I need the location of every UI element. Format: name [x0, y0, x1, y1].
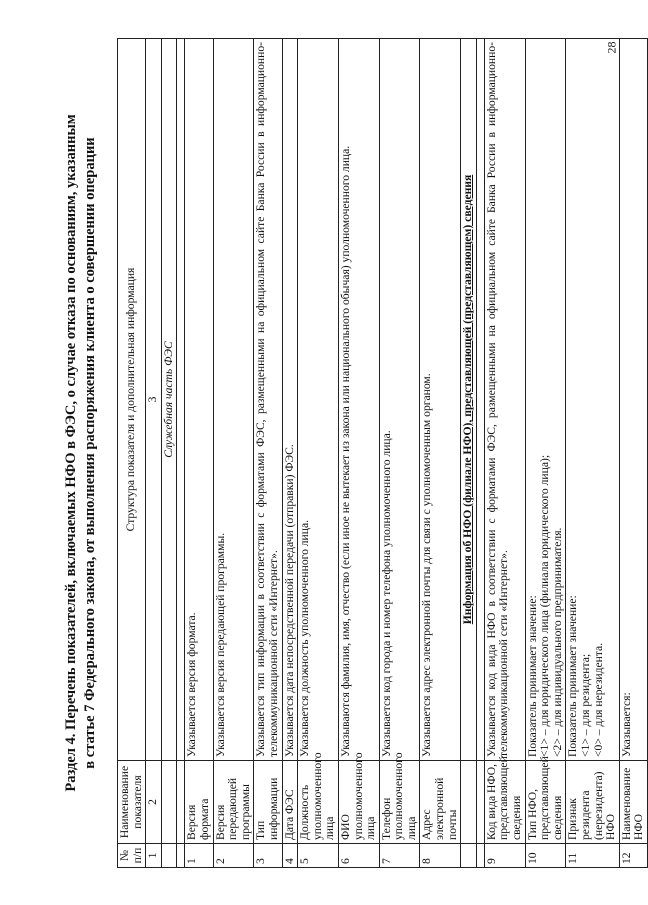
table-row — [213, 39, 254, 868]
row-number: 9 — [484, 844, 525, 868]
row-description: Указывается тип информации в соответствии с форматами ФЭС, размещенными на официальном сайте Банка России в информационно-телекоммуникационной сети «Интернет». — [254, 39, 282, 761]
page-number: 28 — [604, 41, 619, 54]
row-name: Тип НФО, представляющей сведения — [525, 761, 566, 844]
row-description: Указывается версия формата. — [185, 39, 213, 761]
row-name: Версия формата — [185, 761, 213, 844]
table-header-row — [118, 39, 146, 868]
table-row — [379, 39, 420, 868]
row-description: Указываются фамилия, имя, отчество (если иное не вытекает из закона или национального обычая) уполномоченного лица. — [338, 39, 379, 761]
row-number: 2 — [213, 844, 254, 868]
heading-line-1: Раздел 4. Перечень показателей, включаемых НФО в ФЭС, о случае отказа по основаниям, указанным — [63, 114, 79, 792]
row-description: Указывается адрес электронной почты для связи с уполномоченным органом. — [420, 39, 461, 761]
col-number-3: 3 — [146, 39, 162, 761]
row-description: Указывается дата непосредственной передачи (отправки) ФЭС. — [282, 39, 298, 761]
col-number-2: 2 — [146, 761, 162, 844]
table-row — [338, 39, 379, 868]
description-line: <2> – для индивидуального предпринимателя. — [550, 527, 564, 757]
row-number: 7 — [379, 844, 420, 868]
row-name: Код вида НФО, представляющей сведения — [484, 761, 525, 844]
row-description — [484, 39, 525, 761]
row-number: 4 — [282, 844, 298, 868]
row-description — [619, 39, 647, 761]
indicators-table — [117, 38, 648, 868]
table-row — [298, 39, 339, 868]
row-name: Телефон уполномоченного лица — [379, 761, 420, 844]
table-row — [282, 39, 298, 868]
row-number: 3 — [254, 844, 282, 868]
row-name: Версия передающей программы — [213, 761, 254, 844]
header-structure: Структура показателя и дополнительная информация — [118, 39, 146, 761]
row-number: 10 — [525, 844, 566, 868]
description-line: <1> – для резидента; — [579, 653, 592, 757]
row-description — [525, 39, 566, 761]
row-description — [566, 39, 619, 761]
section-row-service — [161, 39, 177, 868]
row-number: 5 — [298, 844, 339, 868]
row-description: Указывается версия передающей программы. — [213, 39, 254, 761]
header-name: Наименование показателя — [118, 761, 146, 844]
row-name: Признак резидента (нерезидента) НФО — [566, 761, 619, 844]
table-row — [484, 39, 525, 868]
table-row — [185, 39, 213, 868]
heading-line-2: в статье 7 Федерального закона, от выполнения распоряжения клиента о совершении операции — [82, 137, 98, 769]
row-name: Наименование НФО — [619, 761, 647, 844]
row-number: 8 — [420, 844, 461, 868]
row-number: 11 — [566, 844, 619, 868]
row-number: 6 — [338, 844, 379, 868]
description-line: Показатель принимает значение: — [566, 595, 580, 757]
column-number-row — [146, 39, 162, 868]
row-description: Указывается должность уполномоченного лица. — [298, 39, 339, 761]
row-description: Указывается код города и номер телефона уполномоченного лица. — [379, 39, 420, 761]
row-number: 1 — [185, 844, 213, 868]
section-row-nfo — [461, 39, 477, 868]
table-row — [420, 39, 461, 868]
section-heading — [62, 38, 100, 868]
section-service-label: Служебная часть ФЭС — [161, 39, 177, 761]
description-line: Показатель принимает значение: — [525, 595, 539, 757]
description-line: <1> – для юридического лица (филиала юридического лица); — [538, 454, 552, 757]
table-row — [525, 39, 566, 868]
spacer-row — [177, 39, 185, 868]
col-number-1: 1 — [146, 844, 162, 868]
table-row — [619, 39, 647, 868]
table-row — [254, 39, 282, 868]
row-name: Дата ФЭС — [282, 761, 298, 844]
description-line: Указывается: — [619, 692, 633, 757]
spacer-row — [476, 39, 484, 868]
header-number: № п/п — [118, 844, 146, 868]
description-line: Указывается код вида НФО в соответствии с форматами ФЭС, размещенными на официальном сайте Банка России в информационно-телекоммуникационной сети «Интернет». — [484, 42, 511, 757]
row-number: 12 — [619, 844, 647, 868]
row-name: Должность уполномоченного лица — [298, 761, 339, 844]
table-row — [566, 39, 619, 868]
row-name: Адрес электронной почты — [420, 761, 461, 844]
section-nfo-label: Информация об НФО (филиале НФО), представляющей (представляющем) сведения — [461, 39, 477, 761]
description-line: <0> – для нерезидента. — [591, 642, 605, 757]
row-name: ФИО уполномоченного лица — [338, 761, 379, 844]
row-name: Тип информации — [254, 761, 282, 844]
